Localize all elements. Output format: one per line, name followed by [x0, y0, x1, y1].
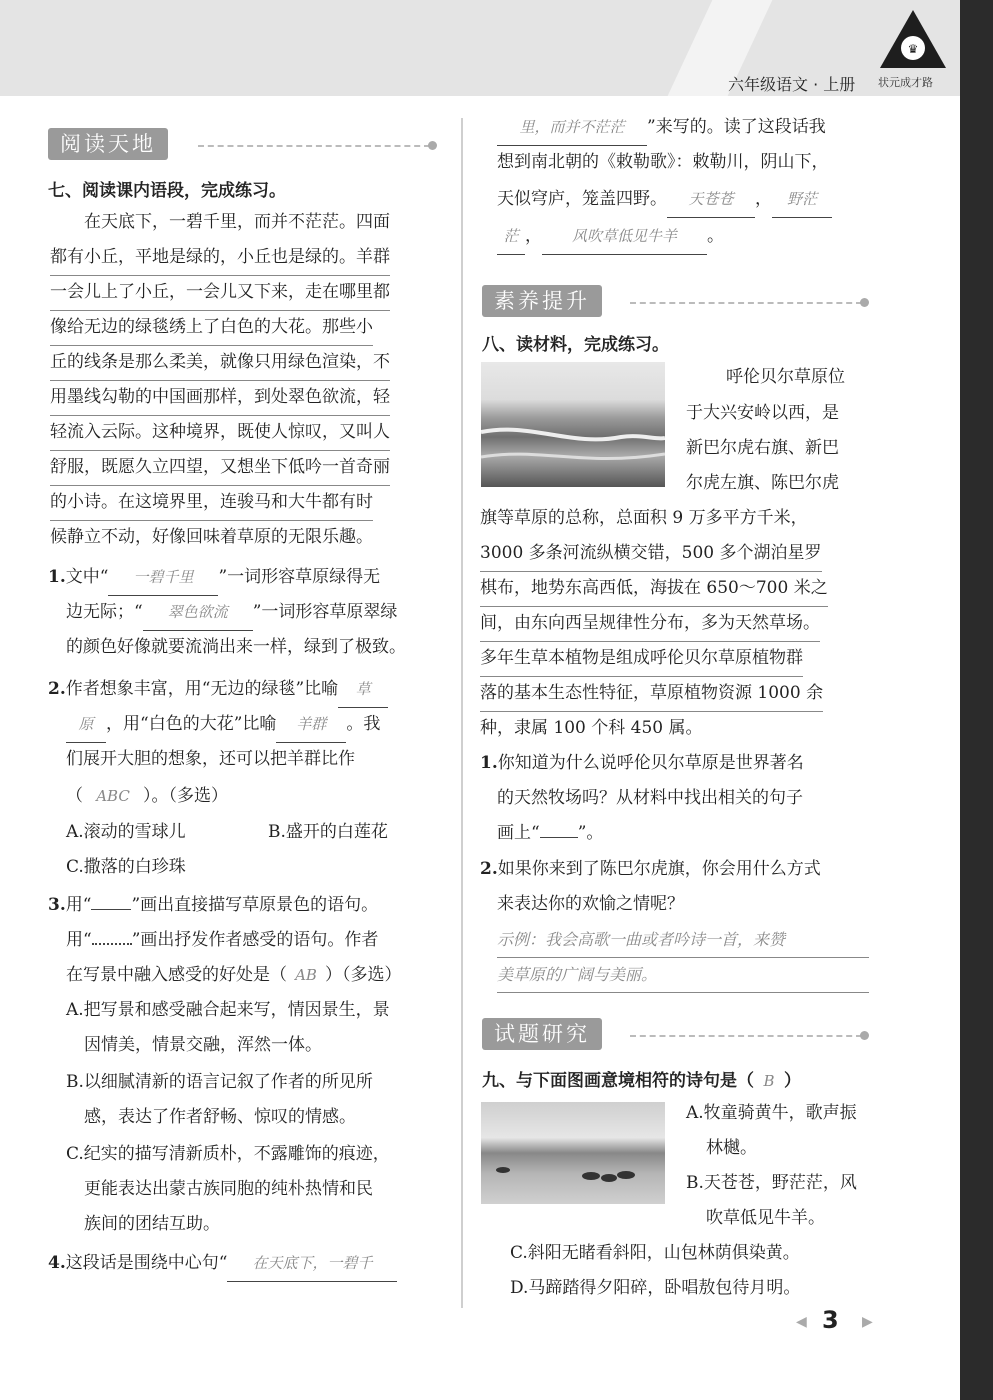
- option-a: 因情美，情景交融，浑然一体。: [84, 1035, 322, 1055]
- material-line: 种，隶属 100 个科 450 属。: [480, 718, 703, 738]
- wavy-line-mark: [92, 943, 132, 945]
- text: 在写景中融入感受的好处是（: [66, 965, 287, 985]
- option-c: C.斜阳无睹看斜阳，山包林荫俱染黄。: [510, 1243, 800, 1263]
- q7-sub2-line: 们展开大胆的想象，还可以把羊群比作: [66, 749, 355, 769]
- answer-blank[interactable]: [108, 560, 218, 596]
- section-research-tab: 试题研究: [482, 1018, 602, 1050]
- text: ，: [525, 226, 542, 246]
- option-a: A.牧童骑黄牛，歌声振: [686, 1103, 857, 1123]
- passage-line: 舒服，既愿久立四望，又想坐下低吟一首奇丽: [50, 450, 390, 486]
- q7-sub1-line: [66, 595, 397, 631]
- text: ”来写的。读了这段话我: [647, 117, 826, 137]
- text: 边无际；“: [66, 602, 143, 622]
- answer-text: 原: [78, 715, 94, 733]
- option-b: 感，表达了作者舒畅、惊叹的情感。: [84, 1107, 356, 1127]
- text: ，用“白色的大花”比喻: [106, 714, 277, 734]
- q7-sub4-line: 想到南北朝的《敕勒歌》：敕勒川，阴山下，: [497, 152, 829, 172]
- q7-sub2-line: [48, 672, 388, 708]
- answer-text: 在天底下，一碧千: [252, 1254, 373, 1272]
- text: 。我: [346, 714, 381, 734]
- section-divider-line: [630, 1035, 862, 1037]
- answer-blank[interactable]: [338, 672, 388, 708]
- answer-text: 风吹草低见牛羊: [571, 227, 677, 245]
- logo-icon: [878, 8, 948, 70]
- column-divider: [461, 118, 463, 1308]
- q8-sub1-line: [497, 816, 603, 851]
- answer-blank[interactable]: [143, 595, 253, 631]
- answer-blank[interactable]: [66, 707, 106, 743]
- material-line: 棋布，地势东高西低，海拔在 650～700 米之: [480, 571, 828, 607]
- question-9-title: [482, 1066, 801, 1091]
- section-divider-dot: [860, 298, 869, 307]
- answer-blank[interactable]: [542, 219, 707, 255]
- text: 作者想象丰富，用“无边的绿毯”比喻: [65, 679, 339, 699]
- text: ）（多选）: [325, 965, 402, 985]
- option-a: 林樾。: [706, 1138, 757, 1158]
- q8-sub1-line: 的天然牧场吗？从材料中找出相关的句子: [497, 788, 803, 808]
- answer-blank[interactable]: [497, 110, 647, 146]
- material-line: 落的基本生态性特征，草原植物资源 1000 余: [480, 676, 823, 712]
- answer-text: 茫: [503, 227, 519, 245]
- option-b: 吹草低见牛羊。: [706, 1208, 825, 1228]
- answer-text: 里，而并不茫茫: [519, 118, 625, 136]
- photo-grassland-river: [481, 362, 665, 487]
- answer-text: 野茫: [786, 190, 817, 208]
- answer-blank[interactable]: [497, 219, 525, 255]
- q7-sub4-line: [497, 219, 724, 255]
- text: ”一词形容草原绿得无: [218, 567, 381, 587]
- answer-blank[interactable]: [227, 1246, 397, 1282]
- material-line: 多年生草本植物是组成呼伦贝尔草原植物群: [480, 641, 803, 677]
- text: ”画出直接描写草原景色的语句。: [131, 895, 379, 915]
- passage-line: 的小诗。在这境界里，连骏马和大牛都有时: [50, 485, 373, 521]
- sub-number: 4.: [48, 1253, 66, 1273]
- question-7-title: 七、阅读课内语段，完成练习。: [48, 181, 286, 201]
- option-c: 族间的团结互助。: [84, 1214, 220, 1234]
- book-title: 六年级语文 · 上册: [728, 75, 856, 94]
- passage-line: 都有小丘，平地是绿的，小丘也是绿的。羊群: [50, 240, 390, 276]
- straight-line-mark: [91, 909, 131, 910]
- section-reading-tab: 阅读天地: [48, 128, 168, 160]
- option-c: C.撒落的白珍珠: [66, 857, 186, 877]
- q8-sub2-line: [480, 852, 821, 887]
- q7-sub2-line: [66, 707, 380, 743]
- section-divider-line: [198, 145, 430, 147]
- q7-sub3-line: [66, 923, 378, 958]
- answer-text: 一碧千里: [133, 568, 194, 586]
- question-8-title: 八、读材料，完成练习。: [482, 335, 669, 355]
- option-b: B.盛开的白莲花: [268, 822, 388, 842]
- option-a: A.把写景和感受融合起来写，情因景生，景: [66, 1000, 390, 1020]
- section-literacy-tab: 素养提升: [482, 285, 602, 317]
- answer-text: 羊群: [296, 715, 327, 733]
- material-line: 3000 多条河流纵横交错，500 多个湖泊星罗: [480, 536, 822, 572]
- sub-number: 3.: [48, 895, 66, 915]
- text: ”。: [577, 823, 604, 843]
- section-divider-dot: [860, 1031, 869, 1040]
- text: ）。（多选）: [143, 786, 228, 806]
- material-line: 旗等草原的总称，总面积 9 万多平方千米，: [480, 508, 808, 528]
- material-line: 间，由东向西呈规律性分布，多为天然草场。: [480, 606, 820, 642]
- answer-text: 天苍苍: [688, 190, 734, 208]
- q7-sub1-line: [48, 560, 380, 596]
- text: 。: [707, 226, 724, 246]
- option-b: B.天苍苍，野茫茫，风: [686, 1173, 857, 1193]
- sub-number: 1.: [48, 567, 66, 587]
- q7-sub3-line: [66, 958, 402, 993]
- text: 你知道为什么说呼伦贝尔草原是世界著名: [497, 753, 804, 773]
- option-c: C.纪实的描写清新质朴，不露雕饰的痕迹，: [66, 1144, 390, 1164]
- text: 这段话是围绕中心句“: [65, 1253, 228, 1273]
- q7-sub4-line: [497, 110, 826, 146]
- q7-sub3-line: [48, 888, 378, 923]
- option-d: D.马蹄踏得夕阳碎，卧唱敖包待月明。: [510, 1278, 801, 1298]
- q7-sub4-line: [497, 182, 832, 218]
- page-edge-strip: [960, 0, 993, 1400]
- text: ”一词形容草原翠绿: [252, 602, 398, 622]
- answer-blank[interactable]: [276, 707, 346, 743]
- text: ，: [755, 189, 772, 209]
- material-line: 呼伦贝尔草原位: [726, 367, 845, 387]
- passage-line: 轻流入云际。这种境界，既使人惊叹，又叫人: [50, 415, 390, 451]
- q8-sub2-line: 来表达你的欢愉之情呢？: [497, 894, 684, 914]
- next-page-icon[interactable]: ▶: [862, 1314, 873, 1330]
- text: （: [66, 786, 83, 806]
- answer-text[interactable]: 示例：我会高歌一曲或者吟诗一首，来赞: [497, 922, 869, 958]
- answer-text[interactable]: AB: [295, 966, 317, 984]
- material-line: 新巴尔虎右旗、新巴: [686, 438, 839, 458]
- answer-text: 草: [355, 680, 371, 698]
- text: 文中“: [65, 567, 109, 587]
- section-divider-dot: [428, 141, 437, 150]
- passage-line: 一会儿上了小丘，一会儿又下来，走在哪里都: [50, 275, 390, 311]
- brand-name: 状元成才路: [878, 76, 933, 89]
- text: 画上“: [497, 823, 540, 843]
- answer-blank[interactable]: [772, 182, 832, 218]
- text: 用“: [65, 895, 92, 915]
- passage-line: 像给无边的绿毯绣上了白色的大花。那些小: [50, 310, 373, 346]
- material-line: 尔虎左旗、陈巴尔虎: [686, 473, 839, 493]
- passage-line: 用墨线勾勒的中国画那样，到处翠色欲流，轻: [50, 380, 390, 416]
- sub-number: 2.: [480, 859, 498, 879]
- section-divider-line: [630, 302, 862, 304]
- sub-number: 1.: [480, 753, 498, 773]
- answer-text: 翠色欲流: [167, 603, 228, 621]
- option-b: B.以细腻清新的语言记叙了作者的所见所: [66, 1072, 373, 1092]
- passage-line: 丘的线条是那么柔美，就像只用绿色渲染，不: [50, 345, 390, 381]
- svg-text:♛: ♛: [907, 42, 919, 56]
- option-a: A.滚动的雪球儿: [66, 822, 186, 842]
- text: 天似穹庐，笼盖四野。: [497, 189, 667, 209]
- passage-line: 在天底下，一碧千里，而并不茫茫。四面: [50, 212, 390, 232]
- prev-page-icon[interactable]: ◀: [796, 1314, 807, 1330]
- text: 用“: [66, 930, 92, 950]
- option-c: 更能表达出蒙古族同胞的纯朴热情和民: [84, 1179, 373, 1199]
- material-line: 于大兴安岭以西，是: [686, 403, 839, 423]
- text: ”画出抒发作者感受的语句。作者: [131, 930, 379, 950]
- page-number: 3: [822, 1306, 839, 1334]
- answer-text[interactable]: B: [763, 1072, 775, 1090]
- photo-grassland-horses: [481, 1102, 665, 1204]
- underline-mark: [540, 837, 578, 838]
- answer-blank[interactable]: [667, 182, 755, 218]
- answer-text[interactable]: 美草原的广阔与美丽。: [497, 957, 869, 993]
- q8-sub1-line: [480, 746, 804, 781]
- passage-line: 候静立不动，好像回味着草原的无限乐趣。: [50, 527, 373, 547]
- sub-number: 2.: [48, 679, 66, 699]
- text: ）: [784, 1071, 801, 1091]
- q7-sub1-line: 的颜色好像就要流淌出来一样，绿到了极致。: [66, 637, 406, 657]
- text: 如果你来到了陈巴尔虎旗，你会用什么方式: [497, 859, 821, 879]
- answer-text[interactable]: ABC: [96, 787, 130, 805]
- q7-sub4-line: [48, 1246, 397, 1282]
- text: 九、与下面图画意境相符的诗句是（: [482, 1071, 754, 1091]
- q7-sub2-line: [66, 779, 228, 814]
